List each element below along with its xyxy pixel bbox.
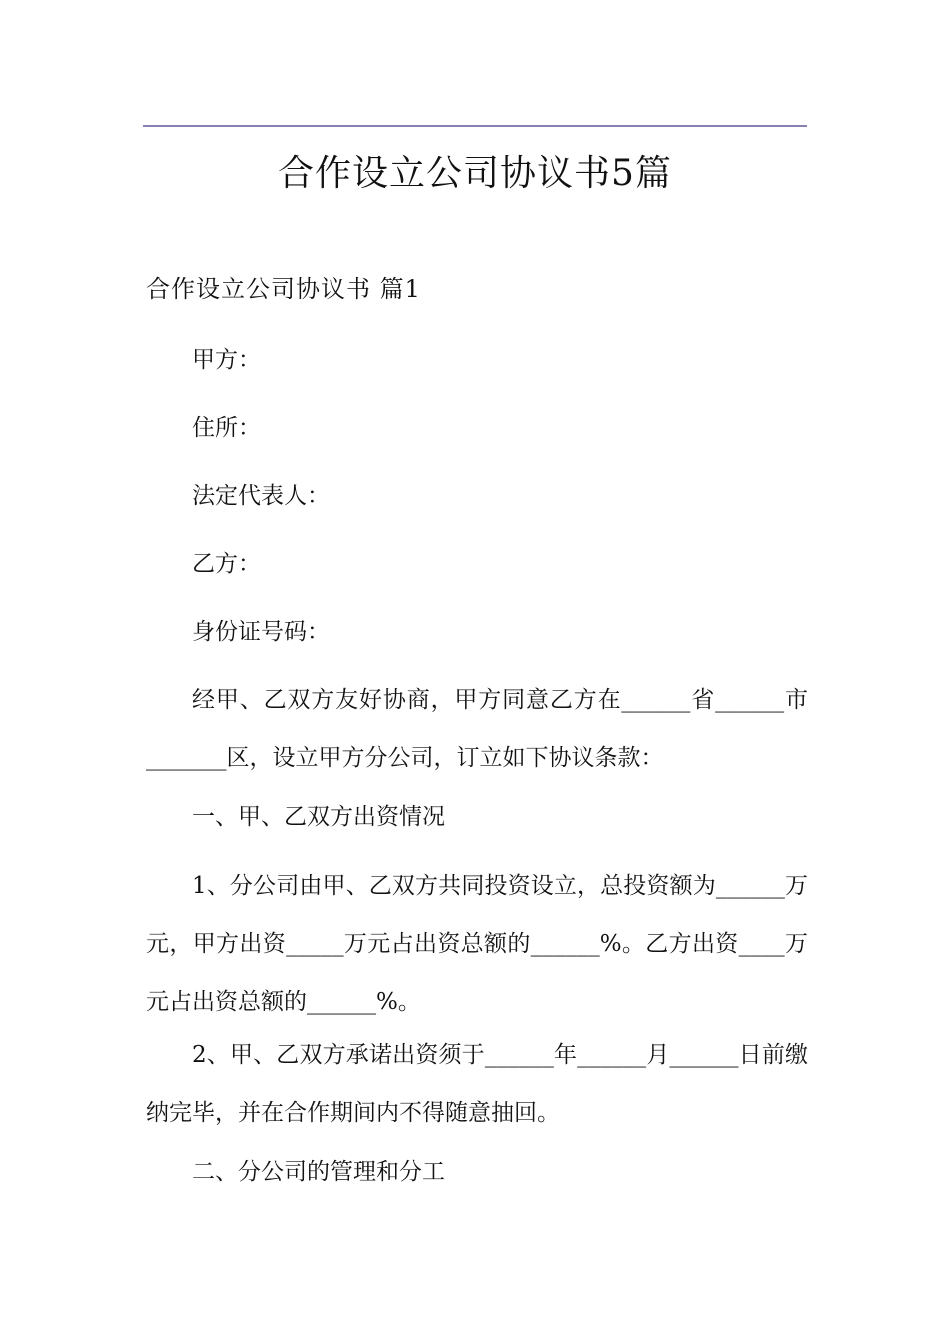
- section-heading: 合作设立公司协议书 篇1: [146, 275, 421, 303]
- section-one-heading: 一、甲、乙双方出资情况: [192, 804, 445, 830]
- address-label: 住所：: [192, 415, 261, 441]
- clause-1-paragraph: 1、分公司由甲、乙双方共同投资设立，总投资额为______万元，甲方出资_____万元占出资总额的______%。乙方出资____万元占出资总额的______%。: [146, 873, 808, 1015]
- section-two-heading: 二、分公司的管理和分工: [192, 1159, 445, 1185]
- header-rule: [143, 125, 807, 127]
- party-a-label: 甲方：: [192, 347, 261, 373]
- preamble-paragraph: 经甲、乙双方友好协商，甲方同意乙方在______省______市_______区，设立甲方分公司，订立如下协议条款：: [146, 687, 808, 771]
- legal-representative-label: 法定代表人：: [192, 483, 330, 509]
- document-title: 合作设立公司协议书5篇: [278, 153, 672, 194]
- id-number-label: 身份证号码：: [192, 619, 330, 645]
- party-b-label: 乙方：: [192, 551, 261, 577]
- clause-2-paragraph: 2、甲、乙双方承诺出资须于______年______月______日前缴纳完毕，并在合作期间内不得随意抽回。: [146, 1042, 808, 1126]
